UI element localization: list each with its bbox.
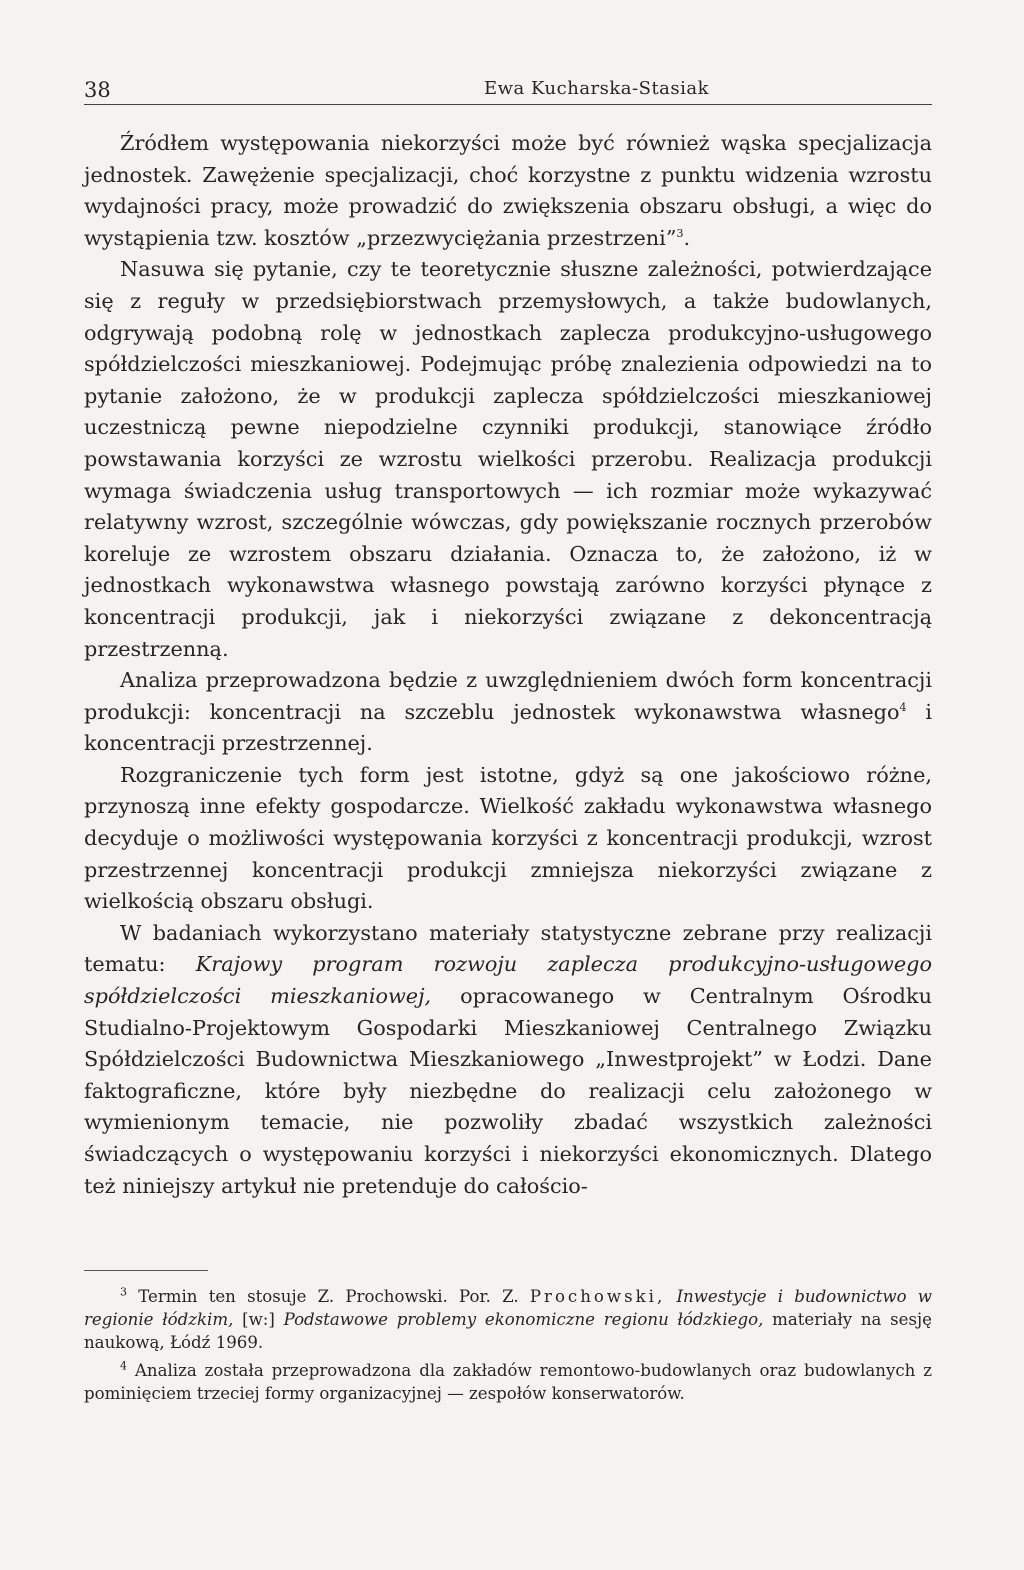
- footnote-ref-3: 3: [676, 226, 684, 240]
- footnote-3: [84, 1285, 932, 1355]
- footnote-3-mark: 3: [120, 1285, 127, 1299]
- footnote-3-text-a: Termin ten stosuje Z. Prochowski. Por. Z.: [127, 1287, 530, 1306]
- paragraph-3: [84, 665, 932, 760]
- footnote-ref-4: 4: [899, 700, 907, 714]
- footnote-divider: [84, 1270, 208, 1271]
- paragraph-5-intro: W badaniach wykorzystano materiały statystyczne zebrane przy realizacji tematu:: [84, 920, 932, 977]
- paragraph-1-text: Źródłem występowania niekorzyści może być również wąska specjalizacja jednostek. Zawężenie specjalizacji, choć korzystne z punktu widzenia wzrostu wydajności pracy, może prowadzić do zwiększenia obszaru obsługi, a więc do wystąpienia tzw. kosztów „przezwyciężania przestrzeni”: [84, 131, 932, 250]
- footnote-3-author-spaced: Prochowski,: [529, 1287, 666, 1306]
- footnote-3-title-1: Inwestycje i budownictwo w regionie łódzkim,: [84, 1287, 933, 1330]
- paragraph-1: [84, 128, 932, 254]
- paragraph-5: [84, 918, 932, 1202]
- page-header: [84, 78, 932, 105]
- page-number: 38: [84, 78, 111, 102]
- footnote-3-title-2: Podstawowe problemy ekonomiczne regionu łódzkiego,: [283, 1310, 764, 1330]
- paragraph-5-text: opracowanego w Centralnym Ośrodku Studialno-Projektowym Gospodarki Mieszkaniowej Centralnego Związku Spółdzielczości Budownictwa Mieszkaniowego „Inwestprojekt” w Łodzi. Dane faktograficzne, które były niezbędne do realizacji celu założonego w wymienionym temacie, nie pozwoliły zbadać wszystkich zależności świadczących o występowaniu korzyści i niekorzyści ekonomicznych. Dlatego też niniejszy artykuł nie pretenduje do całościo-: [84, 984, 932, 1198]
- running-head-author: Ewa Kucharska-Stasiak: [484, 78, 710, 99]
- footnote-4-mark: 4: [120, 1359, 127, 1373]
- paragraph-5-italic-title: Krajowy program rozwoju zaplecza produkcyjno-usługowego spółdzielczości mieszkaniowej,: [84, 952, 932, 1009]
- footnote-3-text-e: materiały na sesję naukową, Łódź 1969.: [84, 1310, 932, 1353]
- paragraph-3-tail: i koncentracji przestrzennej.: [84, 699, 932, 756]
- paragraph-1-tail: .: [683, 225, 691, 250]
- paragraph-2: Nasuwa się pytanie, czy te teoretycznie słuszne zależności, potwierdzające się z reguły w przedsiębiorstwach przemysłowych, a także budowlanych, odgrywają podobną rolę w jednostkach zaplecza produkcyjno-usługowego spółdzielczości mieszkaniowej. Podejmując próbę znalezienia odpowiedzi na to pytanie założono, że w produkcji zaplecza spółdzielczości mieszkaniowej uczestniczą pewne niepodzielne czynniki produkcji, stanowiące źródło powstawania korzyści ze wzrostu wielkości przerobu. Realizacja produkcji wymaga świadczenia usług transportowych — ich rozmiar może wykazywać relatywny wzrost, szczególnie wówczas, gdy powiększanie rocznych przerobów koreluje ze wzrostem obszaru działania. Oznacza to, że założono, iż w jednostkach wykonawstwa własnego powstają zarówno korzyści płynące z koncentracji produkcji, jak i niekorzyści związane z dekoncentracją przestrzenną.: [84, 257, 932, 661]
- footnote-4-text: Analiza została przeprowadzona dla zakładów remontowo-budowlanych oraz budowlanych z pominięciem trzeciej formy organizacyjnej — zespołów konserwatorów.: [84, 1360, 932, 1403]
- footnote-4: [84, 1359, 932, 1405]
- paragraph-4: Rozgraniczenie tych form jest istotne, gdyż są one jakościowo różne, przynoszą inne efekty gospodarcze. Wielkość zakładu wykonawstwa własnego decyduje o możliwości występowania korzyści z koncentracji produkcji, wzrost przestrzennej koncentracji produkcji zmniejsza niekorzyści związane z wielkością obszaru obsługi.: [84, 762, 932, 914]
- footnote-3-text-c: [w:]: [233, 1310, 284, 1330]
- paragraph-3-text: Analiza przeprowadzona będzie z uwzględnieniem dwóch form koncentracji produkcji: koncentracji na szczeblu jednostek wykonawstwa własnego: [84, 668, 932, 724]
- footnotes: [84, 1285, 932, 1409]
- main-text: [84, 128, 932, 1202]
